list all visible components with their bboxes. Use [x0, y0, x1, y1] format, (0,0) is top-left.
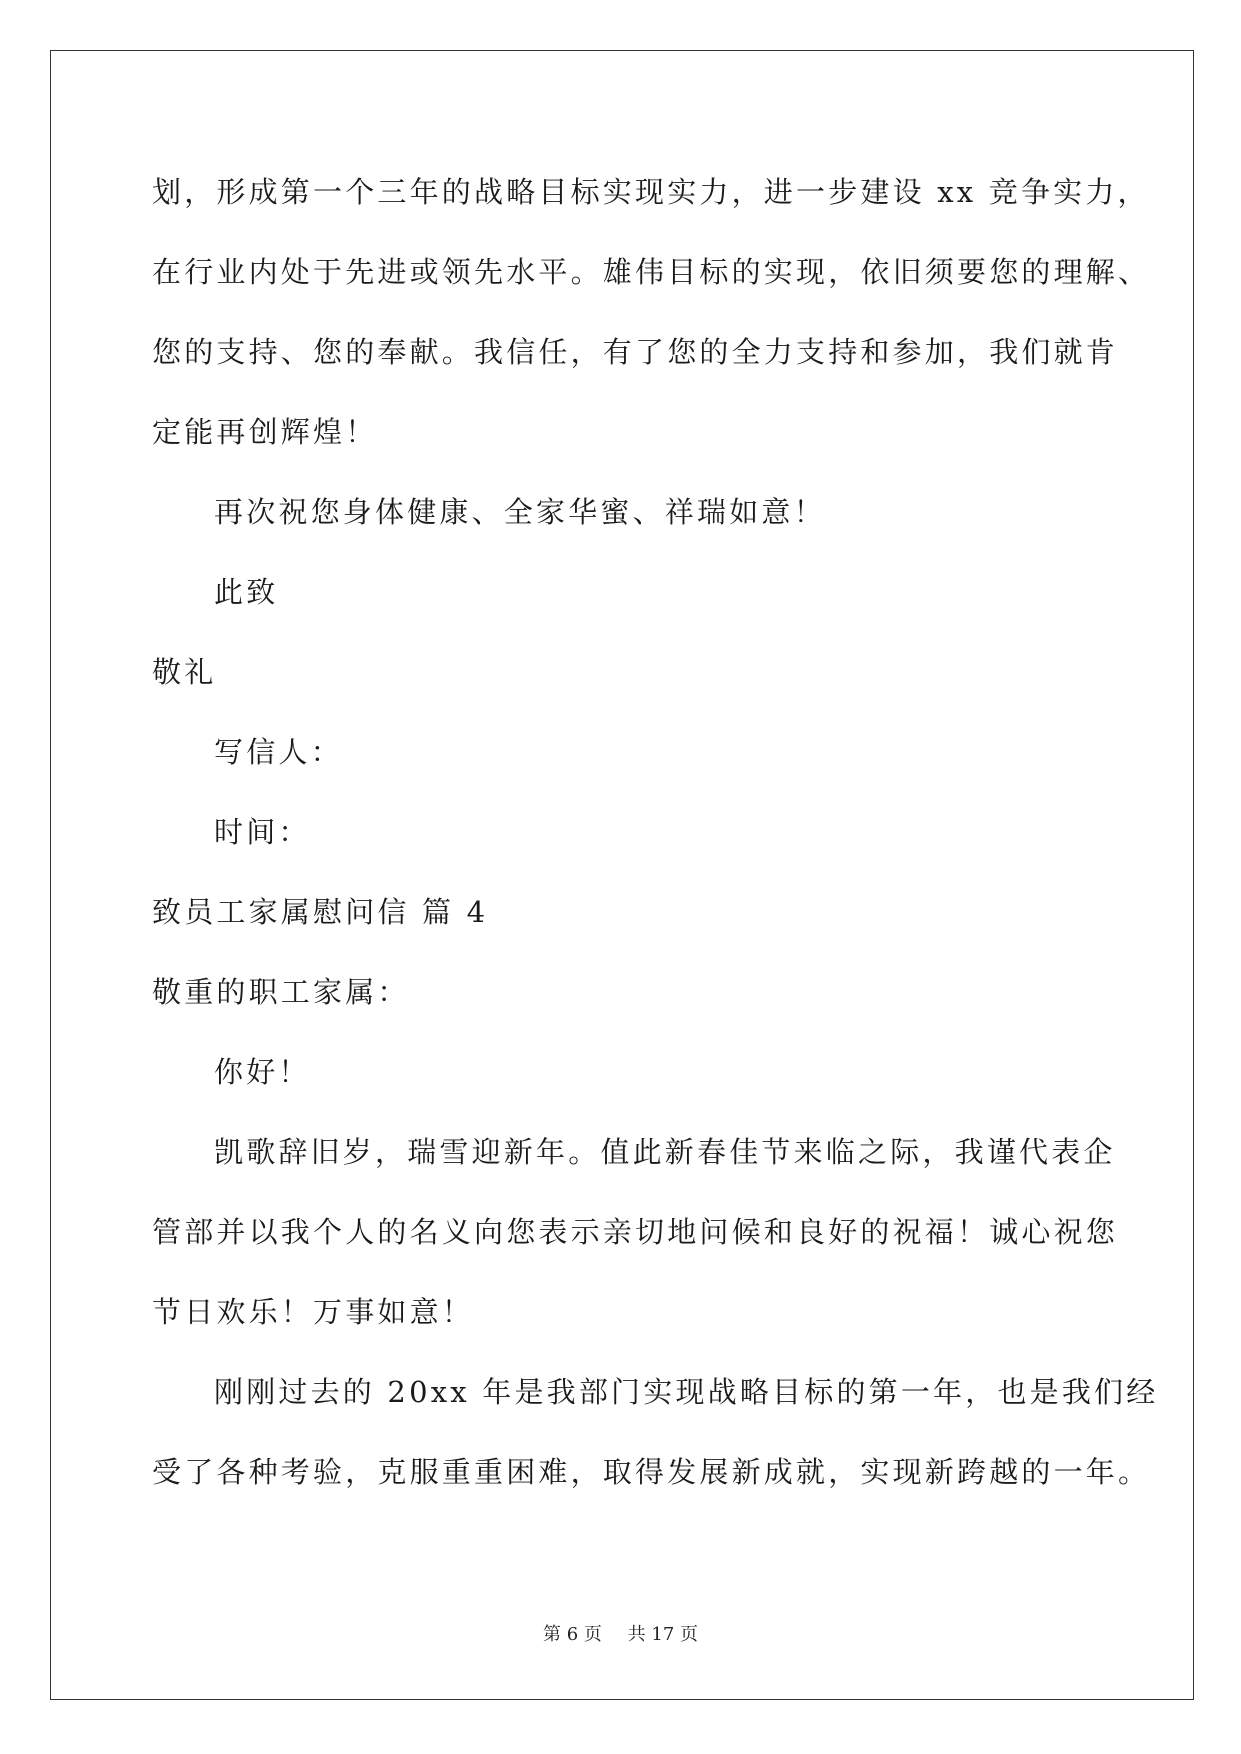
- page-total: 共 17 页: [627, 1624, 698, 1645]
- page-number: 第 6 页: [543, 1624, 602, 1645]
- text-line: 您的支持、您的奉献。我信任，有了您的全力支持和参加，我们就肯: [152, 335, 1119, 369]
- text-line: 在行业内处于先进或领先水平。雄伟目标的实现，依旧须要您的理解、: [152, 255, 1151, 289]
- text-line: 节日欢乐！万事如意！: [152, 1295, 475, 1329]
- text-line: 你好！: [214, 1055, 311, 1089]
- date-label: 时间：: [214, 815, 311, 849]
- letter-greeting: 敬重的职工家属：: [152, 975, 410, 1009]
- text-line: 划，形成第一个三年的战略目标实现实力，进一步建设 xx 竞争实力，: [152, 175, 1150, 209]
- text-line: 刚刚过去的 20xx 年是我部门实现战略目标的第一年，也是我们经: [214, 1375, 1159, 1409]
- text-line: 凯歌辞旧岁，瑞雪迎新年。值此新春佳节来临之际，我谨代表企: [214, 1135, 1116, 1169]
- closing-salutation: 此致: [214, 575, 279, 609]
- text-line: 定能再创辉煌！: [152, 415, 378, 449]
- text-line: 受了各种考验，克服重重困难，取得发展新成就，实现新跨越的一年。: [152, 1455, 1151, 1489]
- closing-salutation: 敬礼: [152, 655, 217, 689]
- text-line: 再次祝您身体健康、全家华蜜、祥瑞如意！: [214, 495, 826, 529]
- section-title: 致员工家属慰问信 篇 4: [152, 895, 489, 929]
- signature-label: 写信人：: [214, 735, 343, 769]
- text-line: 管部并以我个人的名义向您表示亲切地问候和良好的祝福！诚心祝您: [152, 1215, 1119, 1249]
- page-footer: [0, 1620, 1241, 1646]
